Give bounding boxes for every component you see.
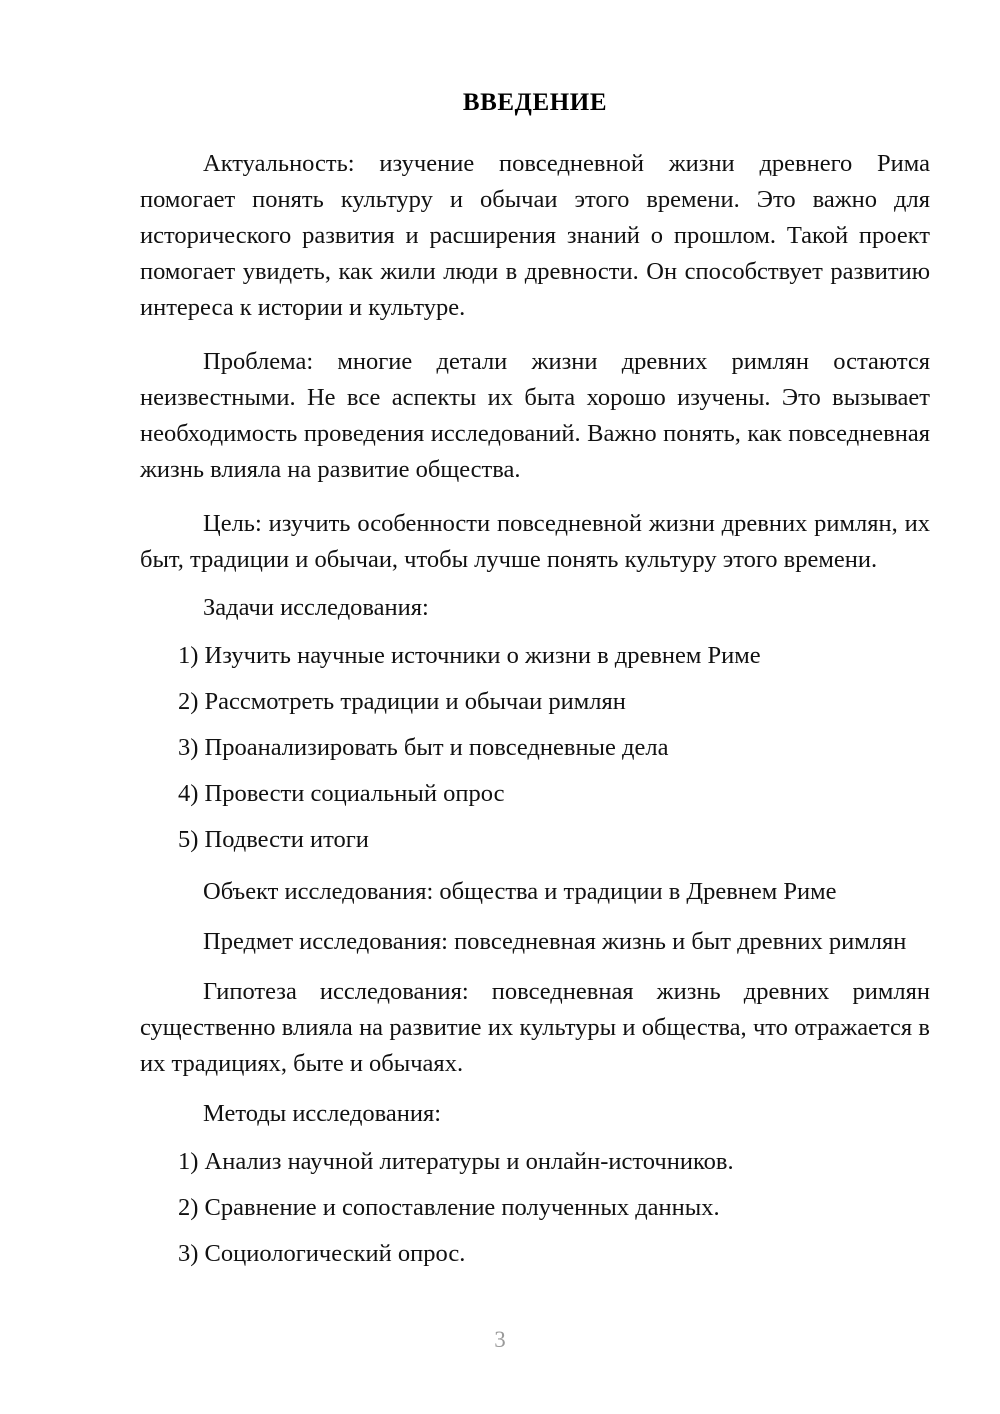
list-item: 1) Изучить научные источники о жизни в древнем Риме — [178, 642, 761, 669]
research-statements — [140, 874, 930, 1082]
list-item: 5) Подвести итоги — [178, 826, 369, 853]
list-item: 3) Социологический опрос. — [178, 1240, 466, 1267]
paragraph-goal: Цель: изучить особенности повседневной жизни древних римлян, их быт, традиции и обычаи, чтобы лучше понять культуру этого времени. — [140, 510, 930, 573]
paragraph-problem: Проблема: многие детали жизни древних римлян остаются неизвестными. Не все аспекты их быта хорошо изучены. Это вызывает необходимость проведения исследований. Важно понять, как повседневная жизнь влияла на развитие общества. — [140, 348, 930, 483]
methods-heading: Методы исследования: — [203, 1100, 442, 1127]
list-item: 1) Анализ научной литературы и онлайн-источников. — [178, 1148, 734, 1175]
list-item: 3) Проанализировать быт и повседневные дела — [178, 734, 669, 761]
page-content — [140, 88, 930, 1286]
tasks-list — [140, 638, 930, 858]
paragraph-relevance: Актуальность: изучение повседневной жизни древнего Рима помогает понять культуру и обычаи этого времени. Это важно для исторического развития и расширения знаний о прошлом. Такой проект помогает увидеть, как жили люди в древности. Он способствует развитию интереса к истории и культуре. — [140, 150, 930, 321]
paragraph-subject: Предмет исследования: повседневная жизнь и быт древних римлян — [203, 928, 907, 955]
methods-list — [140, 1144, 930, 1272]
list-item: 4) Провести социальный опрос — [178, 780, 505, 807]
paragraph-hypothesis: Гипотеза исследования: повседневная жизнь древних римлян существенно влияла на развитие их культуры и общества, что отражается в их традициях, быте и обычаях. — [140, 978, 930, 1077]
page-number: 3 — [494, 1327, 506, 1352]
list-item: 2) Сравнение и сопоставление полученных данных. — [178, 1194, 720, 1221]
list-item: 2) Рассмотреть традиции и обычаи римлян — [178, 688, 626, 715]
page-title: ВВЕДЕНИЕ — [462, 89, 608, 116]
tasks-heading: Задачи исследования: — [203, 594, 429, 621]
paragraph-object: Объект исследования: общества и традиции в Древнем Риме — [203, 878, 837, 905]
